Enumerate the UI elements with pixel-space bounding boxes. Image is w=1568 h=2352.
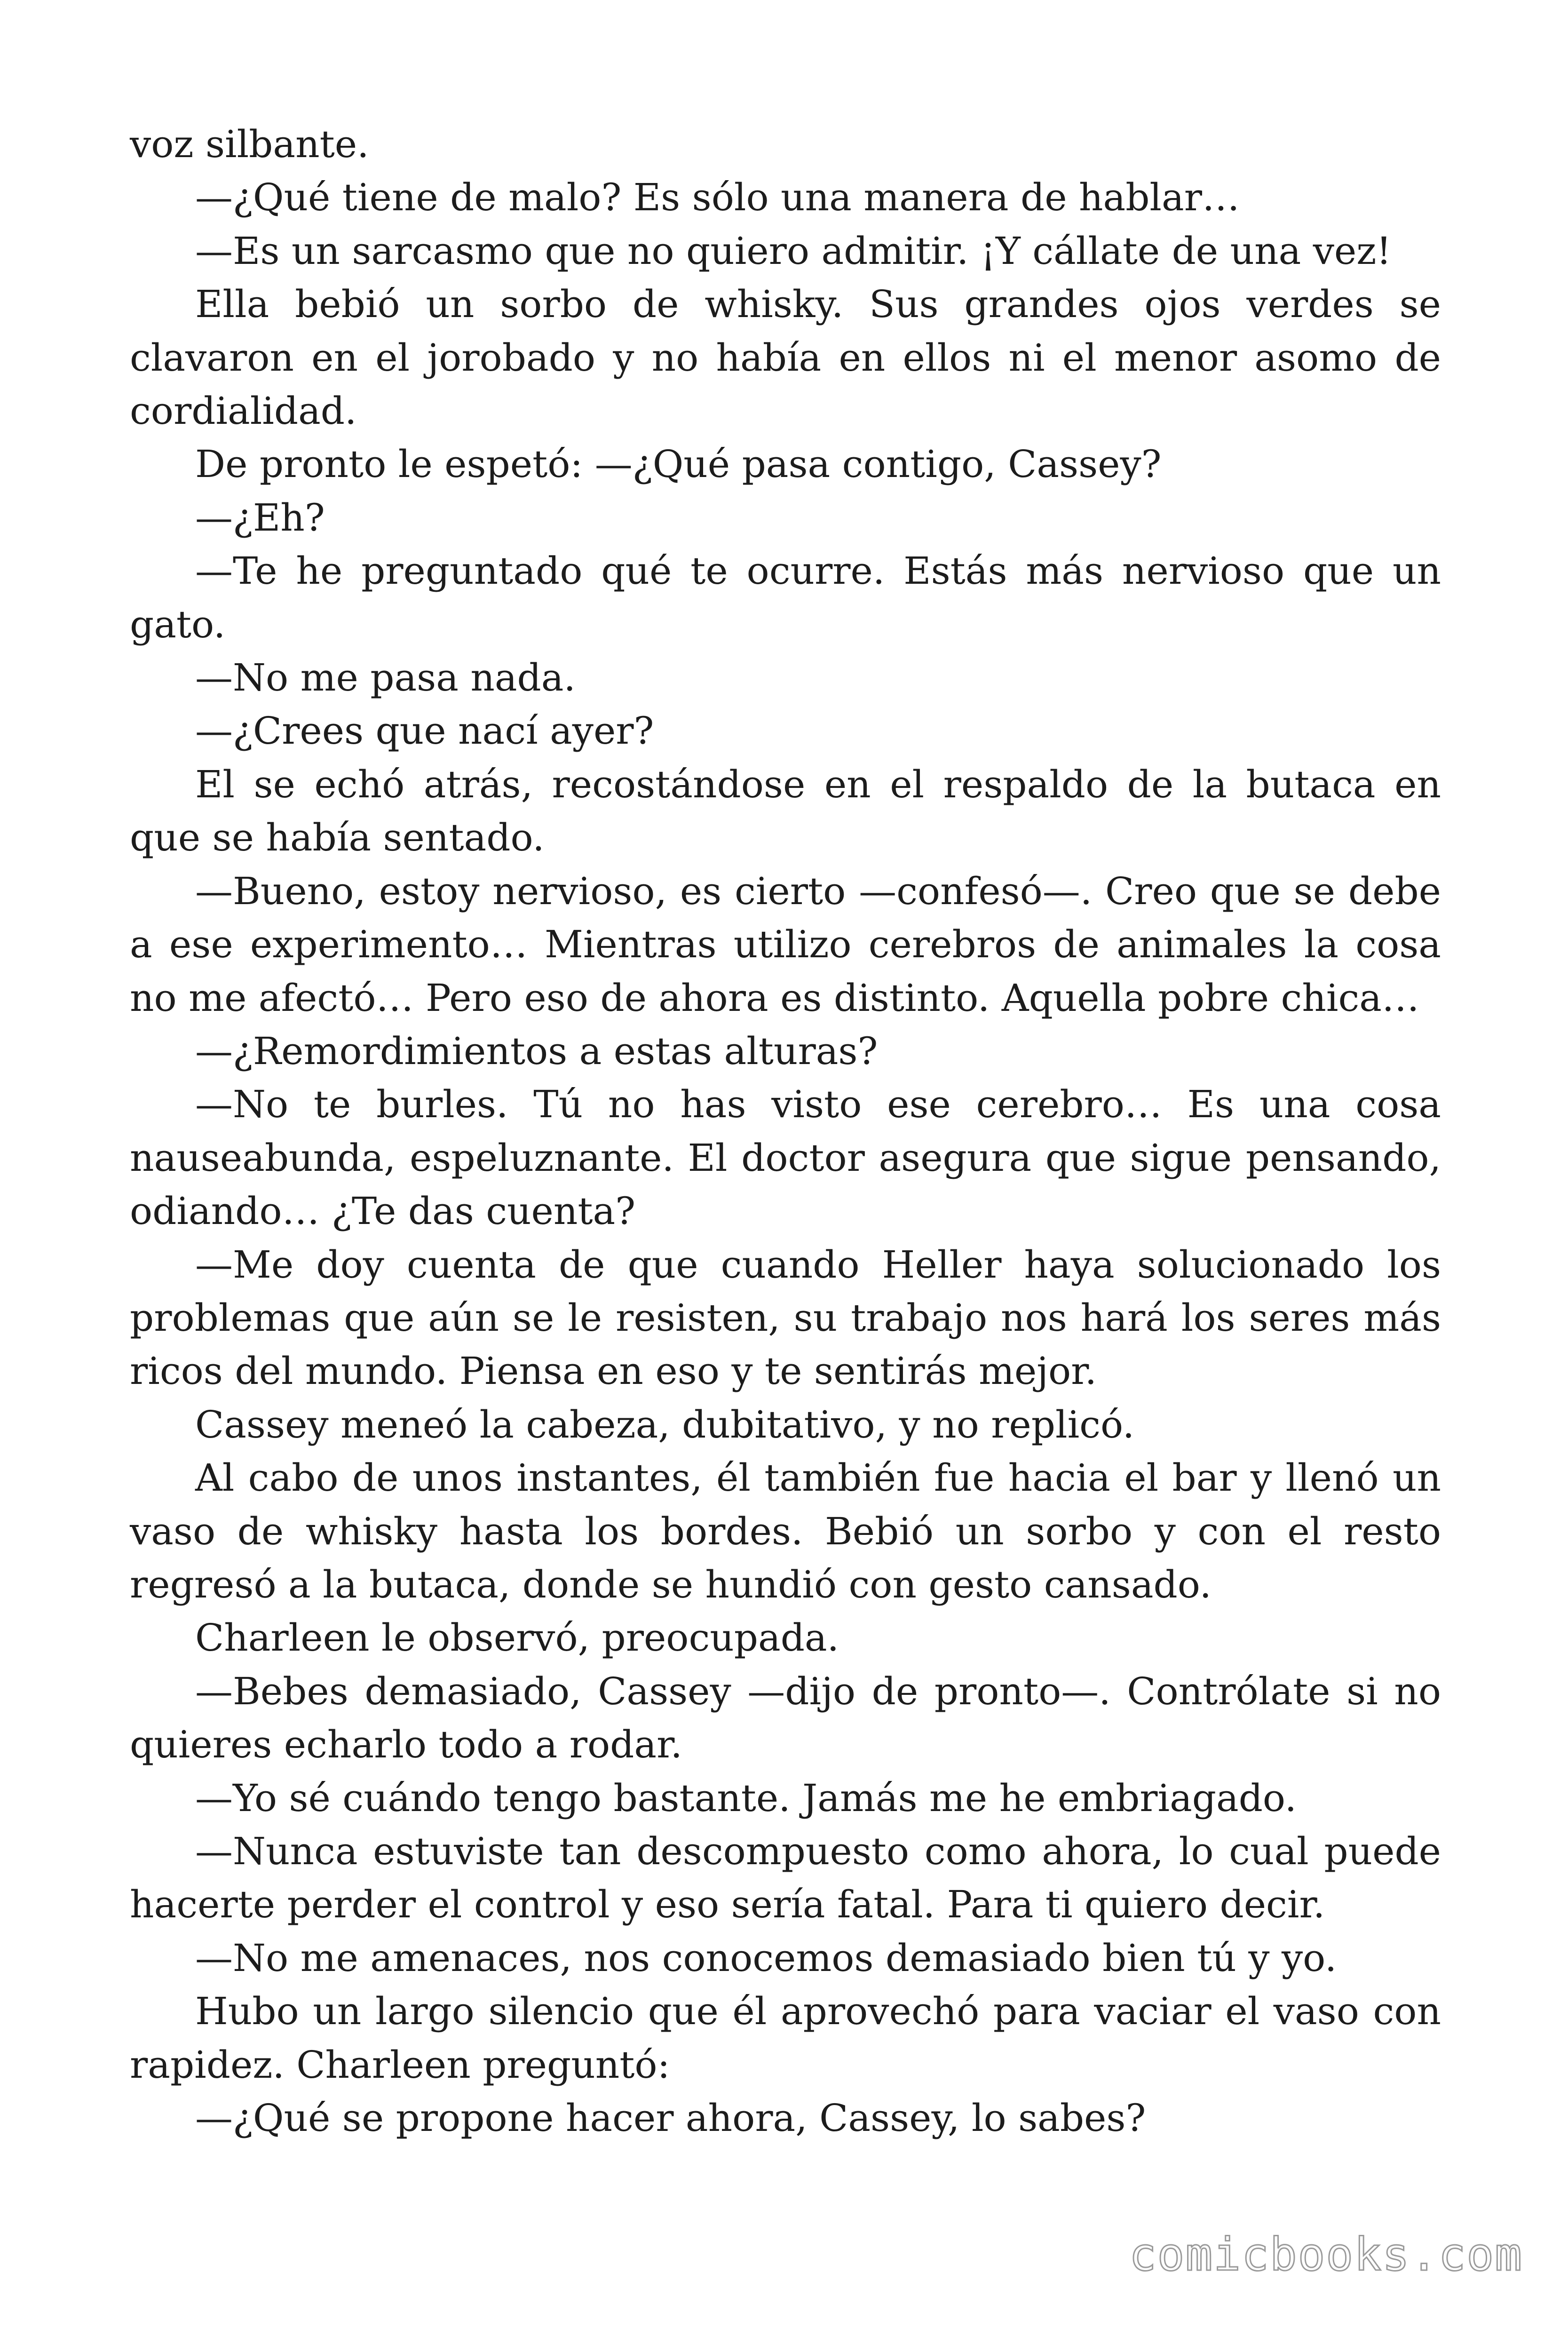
paragraph: Al cabo de unos instantes, él también fue hacia el bar y llenó un vaso de whisky hasta los bordes. Bebió un sorbo y con el resto regresó a la butaca, donde se hundió con gesto cansado.: [130, 1456, 1441, 1606]
paragraph: —¿Eh?: [195, 495, 325, 540]
paragraph: Ella bebió un sorbo de whisky. Sus grandes ojos verdes se clavaron en el jorobado y no había en ellos ni el menor asomo de cordialidad.: [130, 282, 1441, 433]
paragraph: Cassey meneó la cabeza, dubitativo, y no replicó.: [195, 1402, 1135, 1446]
paragraph: —Me doy cuenta de que cuando Heller haya solucionado los problemas que aún se le resisten, su trabajo nos hará los seres más ricos del mundo. Piensa en eso y te sentirás mejor.: [130, 1242, 1441, 1393]
paragraph: —No me pasa nada.: [195, 656, 576, 700]
paragraph: —No me amenaces, nos conocemos demasiado bien tú y yo.: [195, 1936, 1337, 1980]
paragraph: —Yo sé cuándo tengo bastante. Jamás me he embriagado.: [195, 1776, 1297, 1820]
paragraph: —Te he preguntado qué te ocurre. Estás más nervioso que un gato.: [130, 549, 1441, 646]
paragraph: voz silbante.: [130, 122, 369, 166]
paragraph: —Bebes demasiado, Cassey —dijo de pronto—. Contrólate si no quieres echarlo todo a rodar.: [130, 1669, 1441, 1767]
watermark: comicbooks.com: [1129, 2228, 1523, 2281]
paragraph: —Nunca estuviste tan descompuesto como ahora, lo cual puede hacerte perder el control y eso sería fatal. Para ti quiero decir.: [130, 1829, 1441, 1927]
paragraph: —No te burles. Tú no has visto ese cerebro… Es una cosa nauseabunda, espeluznante. El doctor asegura que sigue pensando, odiando… ¿Te das cuenta?: [130, 1082, 1441, 1233]
paragraph: De pronto le espetó: —¿Qué pasa contigo, Cassey?: [195, 442, 1162, 486]
paragraph: —Es un sarcasmo que no quiero admitir. ¡Y cállate de una vez!: [195, 229, 1392, 273]
body-text: [130, 118, 1441, 2145]
paragraph: —Bueno, estoy nervioso, es cierto —confesó—. Creo que se debe a ese experimento… Mientras utilizo cerebros de animales la cosa no me afectó… Pero eso de ahora es distinto. Aquella pobre chica…: [130, 869, 1441, 1020]
paragraph: El se echó atrás, recostándose en el respaldo de la butaca en que se había sentado.: [130, 762, 1441, 860]
paragraph: —¿Remordimientos a estas alturas?: [195, 1029, 878, 1073]
paragraph: Charleen le observó, preocupada.: [195, 1616, 839, 1660]
paragraph: —¿Qué se propone hacer ahora, Cassey, lo sabes?: [195, 2096, 1146, 2140]
paragraph: —¿Qué tiene de malo? Es sólo una manera de hablar…: [195, 175, 1240, 220]
paragraph: —¿Crees que nací ayer?: [195, 709, 654, 753]
paragraph: Hubo un largo silencio que él aprovechó para vaciar el vaso con rapidez. Charleen preguntó:: [130, 1989, 1441, 2087]
